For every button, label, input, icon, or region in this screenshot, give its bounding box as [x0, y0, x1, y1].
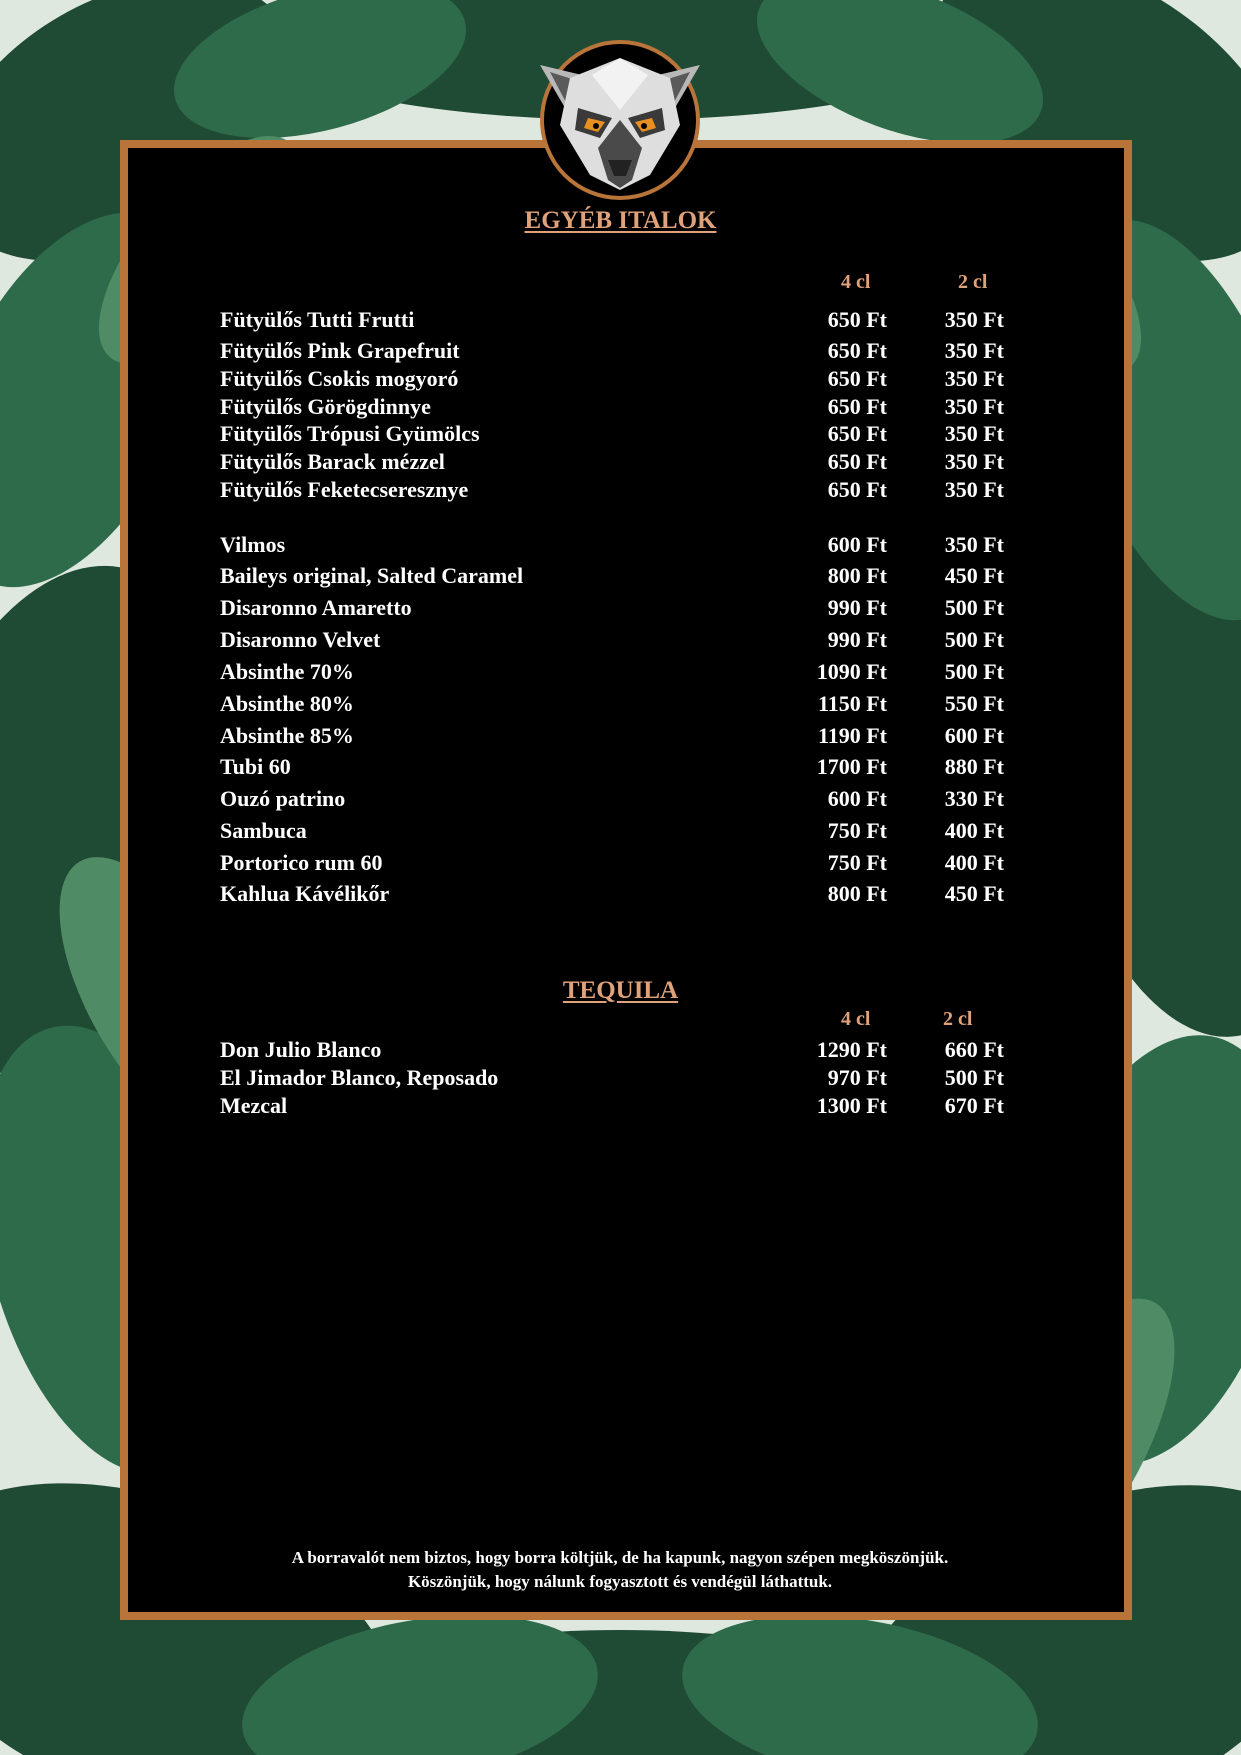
menu-item-row: [220, 1093, 1020, 1123]
menu-item-row: [220, 1037, 1020, 1067]
menu-item-row: [220, 338, 1020, 368]
price-2cl: 450 Ft: [944, 881, 1004, 906]
menu-item-row: [220, 691, 1020, 721]
column-header-2cl: 2 cl: [958, 271, 988, 293]
menu-item-name: El Jimador Blanco, Reposado: [220, 1065, 499, 1090]
price-2cl: 400 Ft: [944, 818, 1004, 843]
price-4cl: 650 Ft: [827, 449, 887, 474]
price-4cl: 600 Ft: [827, 786, 887, 811]
price-2cl: 500 Ft: [944, 595, 1004, 620]
price-4cl: 800 Ft: [827, 563, 887, 588]
price-4cl: 750 Ft: [827, 850, 887, 875]
menu-item-name: Kahlua Kávélikőr: [220, 881, 390, 906]
section-title-tequila: TEQUILA: [562, 977, 679, 1004]
footer-line-2: Köszönjük, hogy nálunk fogyasztott és vendégül láthattuk.: [407, 1572, 833, 1591]
menu-item-row: [220, 786, 1020, 816]
menu-item-row: [220, 563, 1020, 593]
price-2cl: 350 Ft: [944, 421, 1004, 446]
price-2cl: 350 Ft: [944, 366, 1004, 391]
price-4cl: 600 Ft: [827, 532, 887, 557]
menu-item-row: [220, 627, 1020, 657]
price-4cl: 650 Ft: [827, 421, 887, 446]
price-2cl: 350 Ft: [944, 449, 1004, 474]
menu-item-row: [220, 1065, 1020, 1095]
price-2cl: 500 Ft: [944, 627, 1004, 652]
price-2cl: 500 Ft: [944, 1065, 1004, 1090]
menu-item-row: [220, 532, 1020, 562]
menu-item-name: Fütyülős Pink Grapefruit: [220, 338, 460, 363]
price-4cl: 650 Ft: [827, 338, 887, 363]
price-4cl: 1300 Ft: [816, 1093, 887, 1118]
section-title-egyeb-italok: EGYÉB ITALOK: [524, 207, 717, 234]
menu-item-name: Ouzó patrino: [220, 786, 346, 811]
price-2cl: 400 Ft: [944, 850, 1004, 875]
menu-item-name: Sambuca: [220, 818, 307, 843]
menu-item-row: [220, 659, 1020, 689]
price-4cl: 970 Ft: [827, 1065, 887, 1090]
price-4cl: 800 Ft: [827, 881, 887, 906]
price-4cl: 1150 Ft: [817, 691, 887, 716]
menu-item-name: Absinthe 70%: [220, 659, 354, 684]
menu-item-name: Fütyülős Barack mézzel: [220, 449, 445, 474]
column-header-4cl: 4 cl: [841, 1008, 871, 1030]
price-4cl: 990 Ft: [827, 595, 887, 620]
price-2cl: 350 Ft: [944, 477, 1004, 502]
menu-item-name: Tubi 60: [220, 754, 291, 779]
price-2cl: 500 Ft: [944, 659, 1004, 684]
price-2cl: 550 Ft: [944, 691, 1004, 716]
price-4cl: 1290 Ft: [816, 1037, 887, 1062]
price-2cl: 350 Ft: [944, 532, 1004, 557]
price-2cl: 450 Ft: [944, 563, 1004, 588]
menu-item-name: Portorico rum 60: [220, 850, 383, 875]
menu-item-row: [220, 850, 1020, 880]
menu-item-row: [220, 366, 1020, 396]
price-4cl: 650 Ft: [827, 366, 887, 391]
price-4cl: 990 Ft: [827, 627, 887, 652]
menu-item-name: Absinthe 80%: [220, 691, 354, 716]
menu-item-row: [220, 818, 1020, 848]
menu-item-row: [220, 477, 1020, 507]
menu-item-name: Fütyülős Feketecseresznye: [220, 477, 469, 502]
menu-item-name: Fütyülős Csokis mogyoró: [220, 366, 459, 391]
price-4cl: 1190 Ft: [817, 723, 887, 748]
price-2cl: 600 Ft: [944, 723, 1004, 748]
lemur-head-logo: [520, 30, 720, 200]
price-4cl: 650 Ft: [827, 307, 887, 332]
menu-item-row: [220, 449, 1020, 479]
menu-item-name: Disaronno Amaretto: [220, 595, 412, 620]
menu-item-row: [220, 754, 1020, 784]
menu-item-row: [220, 881, 1020, 911]
price-4cl: 1700 Ft: [816, 754, 887, 779]
menu-item-name: Absinthe 85%: [220, 723, 354, 748]
menu-item-row: [220, 394, 1020, 424]
price-2cl: 350 Ft: [944, 307, 1004, 332]
menu-item-row: [220, 723, 1020, 753]
footer-line-1: A borravalót nem biztos, hogy borra költjük, de ha kapunk, nagyon szépen megköszönjük.: [291, 1548, 949, 1567]
price-4cl: 650 Ft: [827, 394, 887, 419]
menu-item-row: [220, 421, 1020, 451]
menu-item-name: Disaronno Velvet: [220, 627, 381, 652]
price-2cl: 880 Ft: [944, 754, 1004, 779]
menu-item-name: Fütyülős Görögdinnye: [220, 394, 431, 419]
menu-item-name: Mezcal: [220, 1093, 288, 1118]
price-4cl: 1090 Ft: [816, 659, 887, 684]
menu-item-name: Fütyülős Trópusi Gyümölcs: [220, 421, 480, 446]
menu-item-row: [220, 595, 1020, 625]
column-header-2cl: 2 cl: [943, 1008, 973, 1030]
menu-item-name: Don Julio Blanco: [220, 1037, 382, 1062]
price-2cl: 330 Ft: [944, 786, 1004, 811]
price-2cl: 660 Ft: [944, 1037, 1004, 1062]
menu-item-name: Baileys original, Salted Caramel: [220, 563, 524, 588]
price-4cl: 650 Ft: [827, 477, 887, 502]
price-2cl: 350 Ft: [944, 338, 1004, 363]
column-header-4cl: 4 cl: [841, 271, 871, 293]
price-4cl: 750 Ft: [827, 818, 887, 843]
price-2cl: 350 Ft: [944, 394, 1004, 419]
menu-item-name: Vilmos: [220, 532, 286, 557]
menu-item-name: Fütyülős Tutti Frutti: [220, 307, 415, 332]
menu-item-row: [220, 307, 1020, 337]
price-2cl: 670 Ft: [944, 1093, 1004, 1118]
